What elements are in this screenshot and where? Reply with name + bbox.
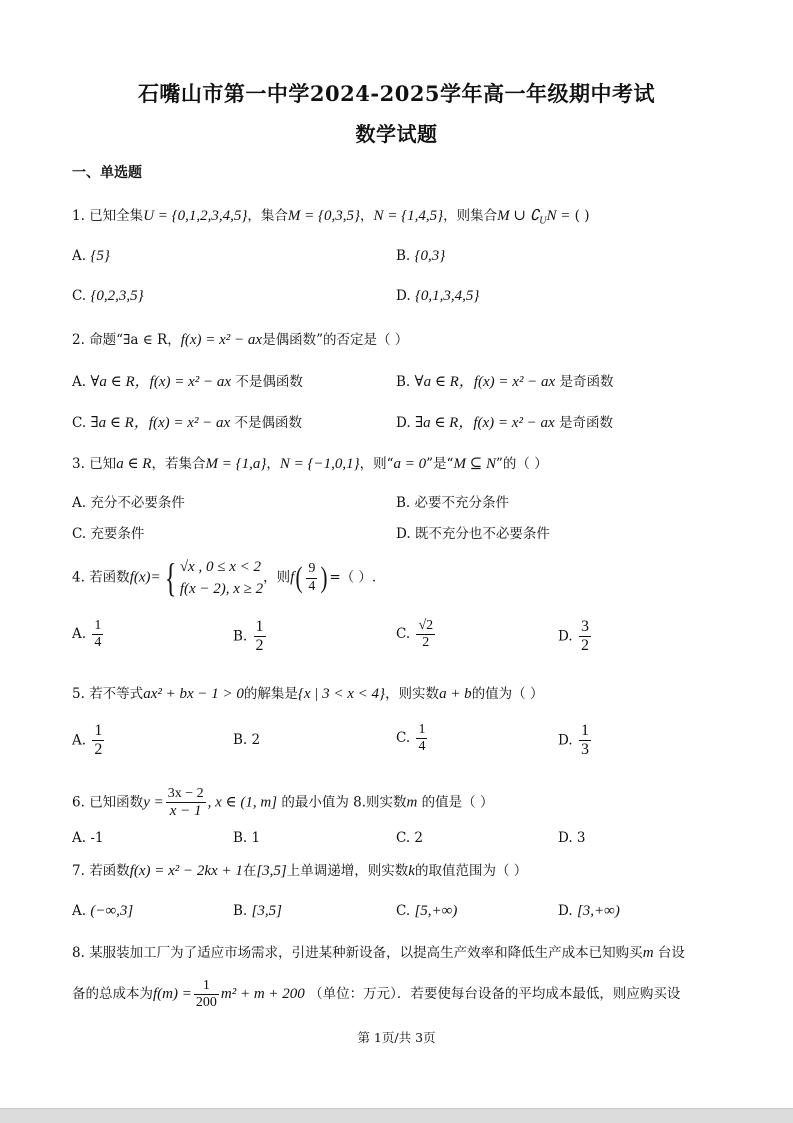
option-value: {0,3} — [414, 248, 446, 264]
question-text: 已知函数 — [89, 794, 144, 811]
question-text: ，则 — [263, 569, 291, 586]
complement-subscript: U — [539, 215, 547, 227]
option-label: B. — [396, 495, 411, 511]
option-value: {0,2,3,5} — [90, 288, 144, 304]
fraction-numerator: 1 — [194, 978, 219, 995]
solution-set: {x | 3 < x < 4} — [297, 686, 386, 702]
option-fraction — [92, 618, 103, 651]
exam-subtitle: 数学试题 — [355, 122, 438, 146]
question-text: ，集合 — [247, 208, 288, 224]
fraction-numerator: 9 — [306, 561, 317, 578]
option-fraction — [92, 722, 104, 760]
option-label: C. — [396, 903, 411, 919]
q5-option-c[interactable] — [396, 722, 429, 755]
fraction-denominator: x − 1 — [169, 803, 202, 820]
option-value: (−∞,3] — [90, 903, 134, 919]
fraction-numerator: 3 — [579, 618, 591, 637]
question-number: 1. — [72, 208, 85, 224]
question-text: ，若集合 — [151, 456, 206, 472]
question-1 — [72, 207, 590, 228]
question-text: 若函数 — [89, 569, 130, 586]
q2-option-a[interactable] — [72, 373, 303, 391]
option-label: B. — [233, 903, 248, 919]
math-expression: a ∈ R — [116, 456, 152, 472]
option-function: f(x) = x² − ax — [473, 374, 556, 390]
question-4 — [72, 556, 376, 600]
option-label: C. — [72, 526, 87, 542]
inequality: ax² + bx − 1 > 0 — [143, 686, 244, 702]
option-value: 充分不必要条件 — [90, 495, 185, 511]
option-value: 充要条件 — [90, 526, 145, 542]
q7-option-b[interactable] — [233, 902, 282, 920]
question-text: 若函数 — [89, 863, 130, 879]
option-fraction — [579, 722, 591, 760]
function-name: f(m) = — [153, 986, 192, 1003]
option-fraction — [254, 618, 266, 656]
q5-option-b[interactable] — [233, 732, 260, 748]
option-fraction — [416, 618, 435, 651]
page-footer: 第 1页/共 3页 — [357, 1030, 436, 1045]
option-value: {0,1,3,4,5} — [414, 288, 480, 304]
cost-fraction — [194, 978, 219, 1011]
q6-option-a[interactable] — [72, 830, 103, 846]
q1-option-a[interactable] — [72, 247, 110, 265]
option-quantifier: ∃a ∈ R， — [414, 415, 474, 431]
function-name: f — [290, 569, 295, 586]
option-function: f(x) = x² − ax — [148, 415, 231, 431]
math-expression: a + b — [439, 686, 472, 702]
option-label: A. — [72, 248, 87, 264]
fraction-denominator: 4 — [418, 739, 426, 755]
set-n: N = {−1,0,1} — [279, 456, 360, 472]
question-text: 台设 — [657, 945, 685, 961]
domain: , x ∈ (1, m] — [207, 794, 278, 811]
function-fraction — [166, 786, 206, 820]
option-value: [3,5] — [251, 903, 282, 919]
fraction-denominator: 2 — [94, 741, 103, 759]
q2-option-b[interactable] — [396, 373, 614, 391]
q6-option-c[interactable] — [396, 830, 423, 846]
fraction-denominator: 2 — [580, 637, 589, 655]
option-value: B. 1 — [233, 830, 261, 846]
set-n: N = {1,4,5} — [373, 208, 444, 224]
piecewise-brace: { — [164, 555, 176, 600]
fraction-denominator: 3 — [580, 741, 589, 759]
question-text: 的解集是 — [243, 686, 298, 702]
exam-title: 石嘴山市第一中学2024-2025学年高一年级期中考试 — [137, 81, 656, 106]
argument-fraction — [306, 561, 317, 594]
option-label: A. — [72, 626, 87, 643]
viewer-bottom-bar — [0, 1108, 793, 1123]
piecewise-cases — [180, 556, 263, 600]
question-3 — [72, 455, 548, 473]
option-value: B. 2 — [233, 732, 261, 748]
fraction-denominator: 2 — [422, 635, 430, 651]
question-text: ，则“ — [359, 456, 394, 472]
option-label: C. — [396, 730, 411, 747]
q1-option-c[interactable] — [72, 287, 144, 305]
option-value: 既不充分也不必要条件 — [414, 526, 550, 542]
fraction-numerator: 1 — [416, 722, 427, 739]
fraction-numerator: 1 — [254, 618, 266, 637]
question-text: ，则集合 — [443, 208, 498, 224]
math-expression: M ⊆ N — [453, 456, 497, 472]
q4-option-c[interactable] — [396, 618, 437, 651]
function-name: f(x) — [180, 332, 202, 348]
option-fraction — [416, 722, 427, 755]
question-text: ”是“ — [426, 456, 454, 472]
option-text: 是奇函数 — [559, 415, 614, 431]
question-number: 6. — [72, 794, 85, 811]
option-label: A. — [72, 732, 87, 749]
option-text: 不是偶函数 — [234, 415, 303, 431]
case-2: f(x − 2), x ≥ 2 — [179, 581, 264, 597]
q4-option-a[interactable] — [72, 618, 105, 651]
option-quantifier: ∃a ∈ R， — [90, 415, 149, 431]
q2-option-c[interactable] — [72, 414, 302, 432]
function-name: f(x)= — [129, 569, 161, 586]
option-label: A. — [72, 495, 87, 511]
q1-option-d[interactable] — [396, 287, 479, 305]
q3-option-c[interactable] — [72, 526, 144, 542]
question-2 — [72, 331, 408, 349]
question-text: =（ ）. — [329, 569, 377, 586]
question-text: 某服装加工厂为了适应市场需求，引进某种新设备，以提高生产效率和降低生产成本已知购买 — [89, 945, 643, 961]
fraction-numerator: 1 — [579, 722, 591, 741]
question-number: 8. — [72, 945, 85, 961]
q6-option-b[interactable] — [233, 830, 260, 846]
fraction-denominator: 2 — [255, 637, 264, 655]
q3-option-a[interactable] — [72, 495, 185, 511]
fraction-numerator: 1 — [92, 618, 103, 635]
option-label: D. — [558, 732, 573, 749]
question-text: 若不等式 — [89, 686, 144, 702]
option-label: C. — [72, 415, 87, 431]
set-expression-tail: N = — [546, 208, 571, 224]
variable: k — [408, 863, 415, 879]
q2-option-d[interactable] — [396, 414, 613, 432]
set-m: M = {1,a} — [205, 456, 267, 472]
q5-option-d[interactable] — [558, 722, 593, 760]
option-label: D. — [558, 628, 573, 645]
question-text: （单位：万元）．若要使每台设备的平均成本最低，则应购买设 — [309, 986, 681, 1003]
function-name: y = — [143, 794, 164, 811]
question-text: 命题“∃a ∈ R， — [89, 332, 181, 348]
question-text: 是偶函数”的否定是（ ） — [262, 332, 409, 348]
function-expression: = x² − ax — [201, 332, 263, 348]
option-quantifier: ∀a ∈ R， — [90, 374, 150, 390]
question-text: ，则实数 — [385, 686, 440, 702]
option-text: 不是偶函数 — [235, 374, 303, 390]
set-expression: M ∪ ∁ — [497, 208, 540, 224]
fraction-denominator: 200 — [195, 995, 217, 1011]
option-label: B. — [396, 248, 411, 264]
right-paren: ) — [320, 561, 328, 594]
option-value: [3,+∞) — [576, 903, 620, 919]
question-text: 备的总成本为 — [72, 986, 153, 1003]
question-8-line-1 — [72, 944, 685, 962]
question-text: 上单调递增，则实数 — [286, 863, 409, 879]
function-expression: f(x) = x² − 2kx + 1 — [129, 863, 243, 879]
q5-option-a[interactable] — [72, 722, 106, 760]
option-label: B. — [233, 628, 248, 645]
option-label: D. — [396, 526, 411, 542]
question-number: 2. — [72, 332, 85, 348]
q7-option-c[interactable] — [396, 902, 457, 920]
fraction-denominator: 4 — [308, 578, 316, 594]
option-value: C. 2 — [396, 830, 424, 846]
set-u: U = {0,1,2,3,4,5} — [143, 208, 248, 224]
question-6 — [72, 786, 493, 820]
question-text: 在 — [242, 863, 257, 879]
option-value: [5,+∞) — [414, 903, 458, 919]
option-function: f(x) = x² − ax — [473, 415, 555, 431]
option-value: {5} — [90, 248, 110, 264]
option-label: C. — [72, 288, 87, 304]
option-fraction — [579, 618, 591, 656]
option-value: A. -1 — [72, 830, 104, 846]
interval: [3,5] — [256, 863, 287, 879]
question-number: 7. — [72, 863, 85, 879]
q1-option-b[interactable] — [396, 247, 445, 265]
math-expression: a = 0 — [393, 456, 427, 472]
section-heading: 一、单选题 — [72, 165, 142, 181]
q7-option-a[interactable] — [72, 902, 133, 920]
option-label: D. — [396, 415, 411, 431]
question-text: 已知全集 — [89, 208, 144, 224]
fraction-numerator: 1 — [92, 722, 104, 741]
option-value: 必要不充分条件 — [414, 495, 510, 511]
option-function: f(x) = x² − ax — [149, 374, 232, 390]
q4-option-b[interactable] — [233, 618, 268, 656]
question-text: ， — [266, 456, 280, 472]
q6-option-d[interactable] — [558, 830, 586, 846]
cost-expression: m² + m + 200 — [220, 986, 305, 1003]
option-label: B. — [396, 374, 411, 390]
question-number: 5. — [72, 686, 85, 702]
option-value: D. 3 — [558, 830, 586, 846]
option-text: 是奇函数 — [559, 374, 614, 390]
option-quantifier: ∀a ∈ R， — [414, 374, 474, 390]
question-text: 的取值范围为（ ） — [414, 863, 528, 879]
question-text: 的值是（ ） — [421, 794, 494, 811]
question-text: ”的（ ） — [496, 456, 548, 472]
variable: m — [406, 794, 418, 811]
question-7 — [72, 862, 527, 880]
option-label: C. — [396, 626, 411, 643]
option-label: D. — [558, 903, 573, 919]
q4-option-d[interactable] — [558, 618, 593, 656]
question-text: 的最小值为 8.则实数 — [281, 794, 407, 811]
question-8-line-2 — [72, 978, 680, 1011]
left-paren: ( — [295, 561, 303, 594]
case-1: √x , 0 ≤ x < 2 — [179, 559, 261, 575]
question-number: 4. — [72, 569, 85, 586]
question-5 — [72, 685, 543, 703]
option-label: A. — [72, 374, 87, 390]
question-text: ， — [360, 208, 374, 224]
question-text: 已知 — [89, 456, 117, 472]
answer-blank: ( ) — [574, 208, 590, 224]
option-label: A. — [72, 903, 87, 919]
set-m: M = {0,3,5} — [287, 208, 361, 224]
question-number: 3. — [72, 456, 85, 472]
fraction-numerator: √2 — [416, 618, 435, 635]
q3-option-d[interactable] — [396, 526, 550, 542]
option-label: D. — [396, 288, 411, 304]
q7-option-d[interactable] — [558, 902, 620, 920]
fraction-numerator: 3x − 2 — [166, 786, 206, 803]
question-text: 的值为（ ） — [471, 686, 544, 702]
variable: m — [642, 945, 654, 961]
fraction-denominator: 4 — [94, 635, 102, 651]
q3-option-b[interactable] — [396, 495, 509, 511]
